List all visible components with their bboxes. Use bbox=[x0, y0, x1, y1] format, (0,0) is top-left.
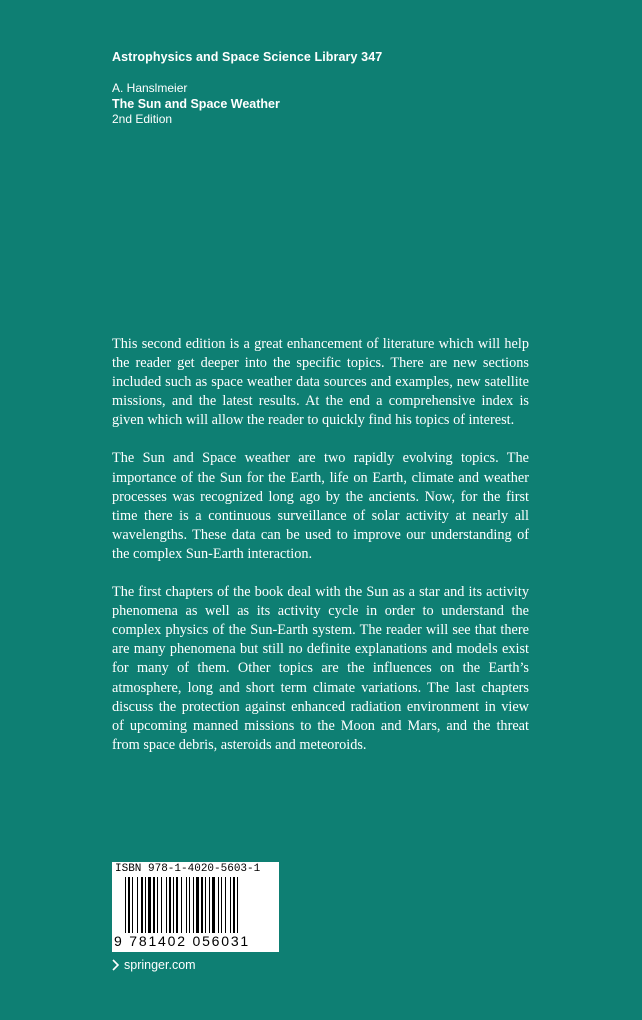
isbn-label: ISBN 978-1-4020-5603-1 bbox=[115, 863, 261, 875]
paragraph: The Sun and Space weather are two rapidly evolving topics. The importance of the Sun for the Earth, life on Earth, climate and weather processes was recognized long ago by the ancients. Now, for the first time there is a continuous surveillance of solar activity at nearly all wavelengths. These data can be used to improve our understanding of the complex Sun-Earth interaction. bbox=[112, 450, 529, 562]
edition: 2nd Edition bbox=[112, 112, 173, 126]
footer bbox=[112, 958, 196, 972]
barcode-bars bbox=[125, 877, 268, 935]
series-title: Astrophysics and Space Science Library 347 bbox=[112, 50, 383, 64]
publisher-url[interactable]: springer.com bbox=[124, 958, 196, 972]
description bbox=[112, 335, 529, 774]
barcode bbox=[112, 862, 279, 952]
barcode-digits: 9 781402 056031 bbox=[114, 933, 250, 949]
author: A. Hanslmeier bbox=[112, 81, 188, 95]
paragraph: The first chapters of the book deal with the Sun as a star and its activity phenomena as well as its activity cycle in order to understand the complex physics of the Sun-Earth system. The reader will see that there are many phenomena but still no definite explanations and models exist for many of them. Other topics are the influences on the Earth’s atmosphere, long and short term climate variations. The last chapters discuss the protection against enhanced radiation environment in view of upcoming manned missions to the Moon and Mars, and the threat from space debris, asteroids and meteoroids. bbox=[112, 584, 529, 753]
book-title: The Sun and Space Weather bbox=[112, 97, 280, 111]
chevron-right-icon bbox=[112, 959, 120, 971]
header bbox=[112, 50, 382, 126]
paragraph: This second edition is a great enhancement of literature which will help the reader get deeper into the specific topics. There are new sections included such as space weather data sources and examples, new satellite missions, and the latest results. At the end a comprehensive index is given which will allow the reader to quickly find his topics of interest. bbox=[112, 336, 529, 429]
